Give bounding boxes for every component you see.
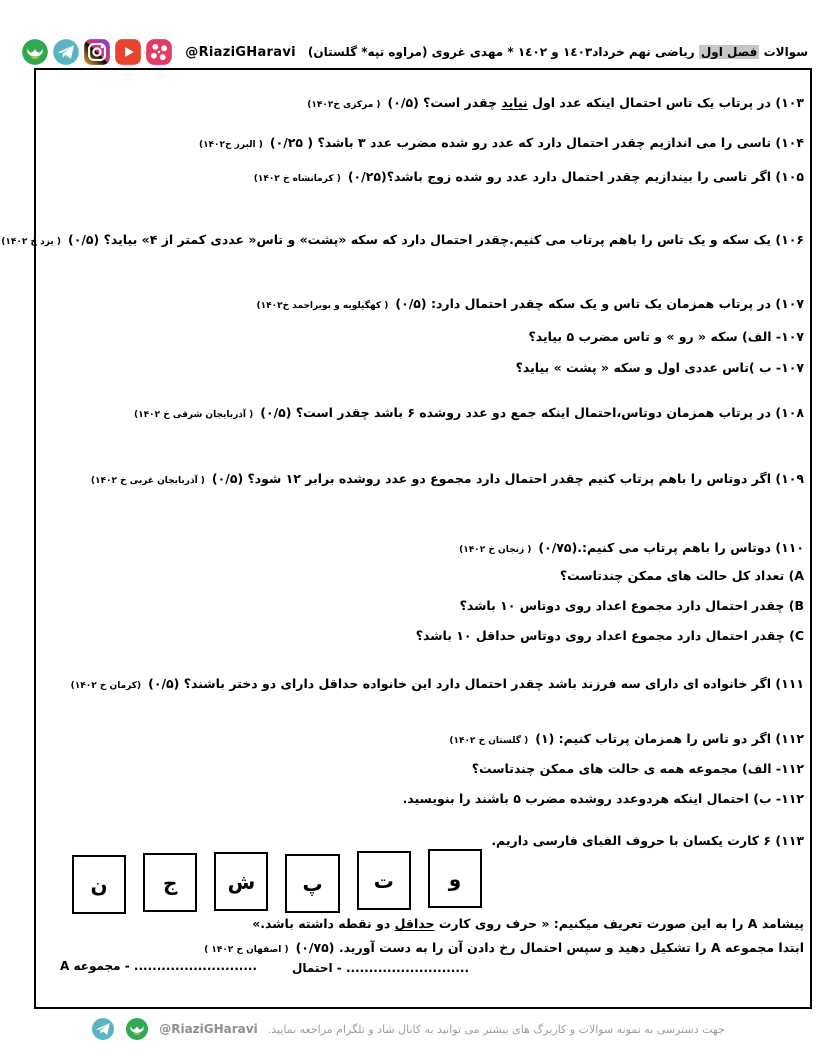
page-footer xyxy=(0,1012,816,1046)
question-107-part-a xyxy=(42,328,804,345)
question-108 xyxy=(42,404,804,424)
event-definition xyxy=(42,915,804,932)
instagram-icon xyxy=(83,38,111,66)
letter-card-nun: ن xyxy=(72,855,126,914)
question-107-text: ۱۰۷) در پرتاب همزمان یک تاس و یک سکه چقدر احتمال دارد: (۰/۵) xyxy=(395,296,804,311)
event-definition-text: پیشامد A را به این صورت تعریف میکنیم: « حرف روی کارت xyxy=(434,916,804,931)
telegram-icon xyxy=(52,38,80,66)
question-113 xyxy=(42,832,804,849)
question-108-text: ۱۰۸) در پرتاب همزمان دوتاس،احتمال اینکه جمع دو عدد روشده ۶ باشد چقدر است؟ (۰/۵) xyxy=(260,405,804,420)
question-107-part-b xyxy=(42,359,804,376)
question-106-source: ( یزد خ ۱۴۰۲) xyxy=(1,237,61,247)
question-107 xyxy=(42,295,804,315)
question-103-underlined: نیاید xyxy=(501,95,528,110)
shad-icon xyxy=(21,38,49,66)
page-header xyxy=(36,36,808,68)
question-110-part-b xyxy=(42,597,804,614)
question-106 xyxy=(1,231,804,251)
social-handle: @RiaziGHaravi xyxy=(185,44,296,60)
question-112a-text: ۱۱۲- الف) مجموعه همه ی حالت های ممکن چندتاست؟ xyxy=(471,761,804,776)
question-112-text: ۱۱۲) اگر دو تاس را همزمان پرتاب کنیم: (۱) xyxy=(535,731,804,746)
question-109-text: ۱۰۹) اگر دوتاس را باهم پرتاب کنیم چقدر احتمال دارد مجموع دو عدد روشده برابر ۱۲ شود؟ (۰/۵) xyxy=(211,471,804,486)
question-107a-text: ۱۰۷- الف) سکه « رو » و تاس مضرب ۵ بیاید؟ xyxy=(528,329,804,344)
title-post: ریاضی نهم خرداد۱٤۰۳ و ۱٤۰۲ * مهدی غروی (مراوه تپه* گلستان) xyxy=(307,45,699,59)
question-108-source: ( آذربایجان شرقی خ ۱۴۰۲) xyxy=(133,410,254,420)
question-110b-text: B) چقدر احتمال دارد مجموع اعداد روی دوتاس ۱۰ باشد؟ xyxy=(459,598,804,613)
event-instruction-text: ابتدا مجموعه A را تشکیل دهید و سپس احتمال رخ دادن آن را به دست آورید. (۰/۷۵) xyxy=(295,940,804,955)
question-110 xyxy=(42,539,804,559)
question-107-source: ( کهگیلویه و بویراحمد خ۱۴۰۲) xyxy=(256,301,389,311)
letter-card-vav: و xyxy=(428,849,482,908)
letter-card-shin: ش xyxy=(214,852,268,911)
title-pre: سوالات xyxy=(759,45,808,59)
question-112b-text: ۱۱۲- ب) احتمال اینکه هردوعدد روشده مضرب ۵ باشند را بنویسید. xyxy=(402,791,804,806)
question-112-source: ( گلستان خ ۱۴۰۲) xyxy=(449,736,529,746)
question-110-part-c xyxy=(42,627,804,644)
question-105 xyxy=(42,168,804,188)
worksheet-title xyxy=(308,45,808,59)
question-110-text: ۱۱۰) دوتاس را باهم پرتاب می کنیم:.(۰/۷۵) xyxy=(538,540,804,555)
question-110-part-a xyxy=(42,567,804,584)
question-103-text: ۱۰۳) در پرتاب یک تاس احتمال اینکه عدد اول xyxy=(527,95,804,110)
question-111-source: (کرمان خ ۱۴۰۲) xyxy=(70,681,142,691)
question-104-text: ۱۰۴) تاسی را می اندازیم چقدر احتمال دارد که عدد رو شده مضرب عدد ۳ باشد؟ ( ۰/۲۵) xyxy=(269,135,804,150)
question-110-source: ( زنجان خ ۱۴۰۲) xyxy=(459,545,532,555)
question-109 xyxy=(42,470,804,490)
question-104 xyxy=(42,134,804,154)
event-instruction-source: ( اصفهان خ ۱۴۰۲ ) xyxy=(204,945,289,955)
question-111 xyxy=(42,675,804,695)
question-113-text: ۱۱۳) ۶ کارت یکسان با حروف الفبای فارسی داریم. xyxy=(491,833,804,848)
footer-social-handle: @RiaziGHaravi xyxy=(159,1022,258,1036)
question-107b-text: ۱۰۷- ب )تاس عددی اول و سکه « پشت » بیاید؟ xyxy=(515,360,804,375)
question-105-source: ( کرمانشاه خ ۱۴۰۲) xyxy=(253,174,341,184)
probability-answer-blank: ........................... - احتمال xyxy=(292,961,470,975)
question-103-source: ( مرکزی خ۱۴۰۲) xyxy=(307,100,381,110)
footer-note: جهت دسترسی به نمونه سوالات و کاربرگ های بیشتر می توانید به کانال شاد و تلگرام مراجعه نمایید. xyxy=(267,1022,725,1036)
shad-icon xyxy=(125,1017,149,1041)
question-109-source: ( آذربایجان غربی خ ۱۴۰۲) xyxy=(90,476,205,486)
question-103 xyxy=(42,94,804,114)
letter-cards-row xyxy=(72,852,482,914)
telegram-icon xyxy=(91,1017,115,1041)
letter-card-pe: پ xyxy=(285,854,339,913)
event-instruction xyxy=(42,939,804,959)
event-definition-rest: دو نقطه داشته باشد.» xyxy=(252,916,395,931)
set-a-answer-blank: ........................... - مجموعه A xyxy=(60,959,258,973)
event-definition-underlined: حداقل xyxy=(394,916,435,931)
question-110c-text: C) چقدر احتمال دارد مجموع اعداد روی دوتاس حداقل ۱۰ باشد؟ xyxy=(415,628,804,643)
question-112 xyxy=(42,730,804,750)
question-103-rest: چقدر است؟ (۰/۵) xyxy=(387,95,502,110)
question-104-source: ( البرز خ۱۴۰۲) xyxy=(198,140,263,150)
letter-card-te: ت xyxy=(357,851,411,910)
letter-card-jim: ج xyxy=(143,853,197,912)
question-106-text: ۱۰۶) یک سکه و یک تاس را باهم پرتاب می کنیم.چقدر احتمال دارد که سکه «پشت» و تاس« عددی کمتر از ۴» بیاید؟ (۰/۵) xyxy=(68,232,804,247)
worksheet-body xyxy=(1,68,812,1009)
question-112-part-b xyxy=(42,790,804,807)
aparat-icon xyxy=(145,38,173,66)
youtube-icon xyxy=(114,38,142,66)
question-112-part-a xyxy=(42,760,804,777)
question-110a-text: A) تعداد کل حالت های ممکن چندتاست؟ xyxy=(559,568,804,583)
question-111-text: ۱۱۱) اگر خانواده ای دارای سه فرزند باشد چقدر احتمال دارد این خانواده حداقل دارای دو دختر باشند؟ (۰/۵) xyxy=(148,676,804,691)
question-105-text: ۱۰۵) اگر تاسی را بیندازیم چقدر احتمال دارد عدد رو شده زوج باشد؟(۰/۲۵) xyxy=(347,169,804,184)
title-highlight: فصل اول xyxy=(700,45,758,59)
social-icon-strip xyxy=(21,38,173,66)
